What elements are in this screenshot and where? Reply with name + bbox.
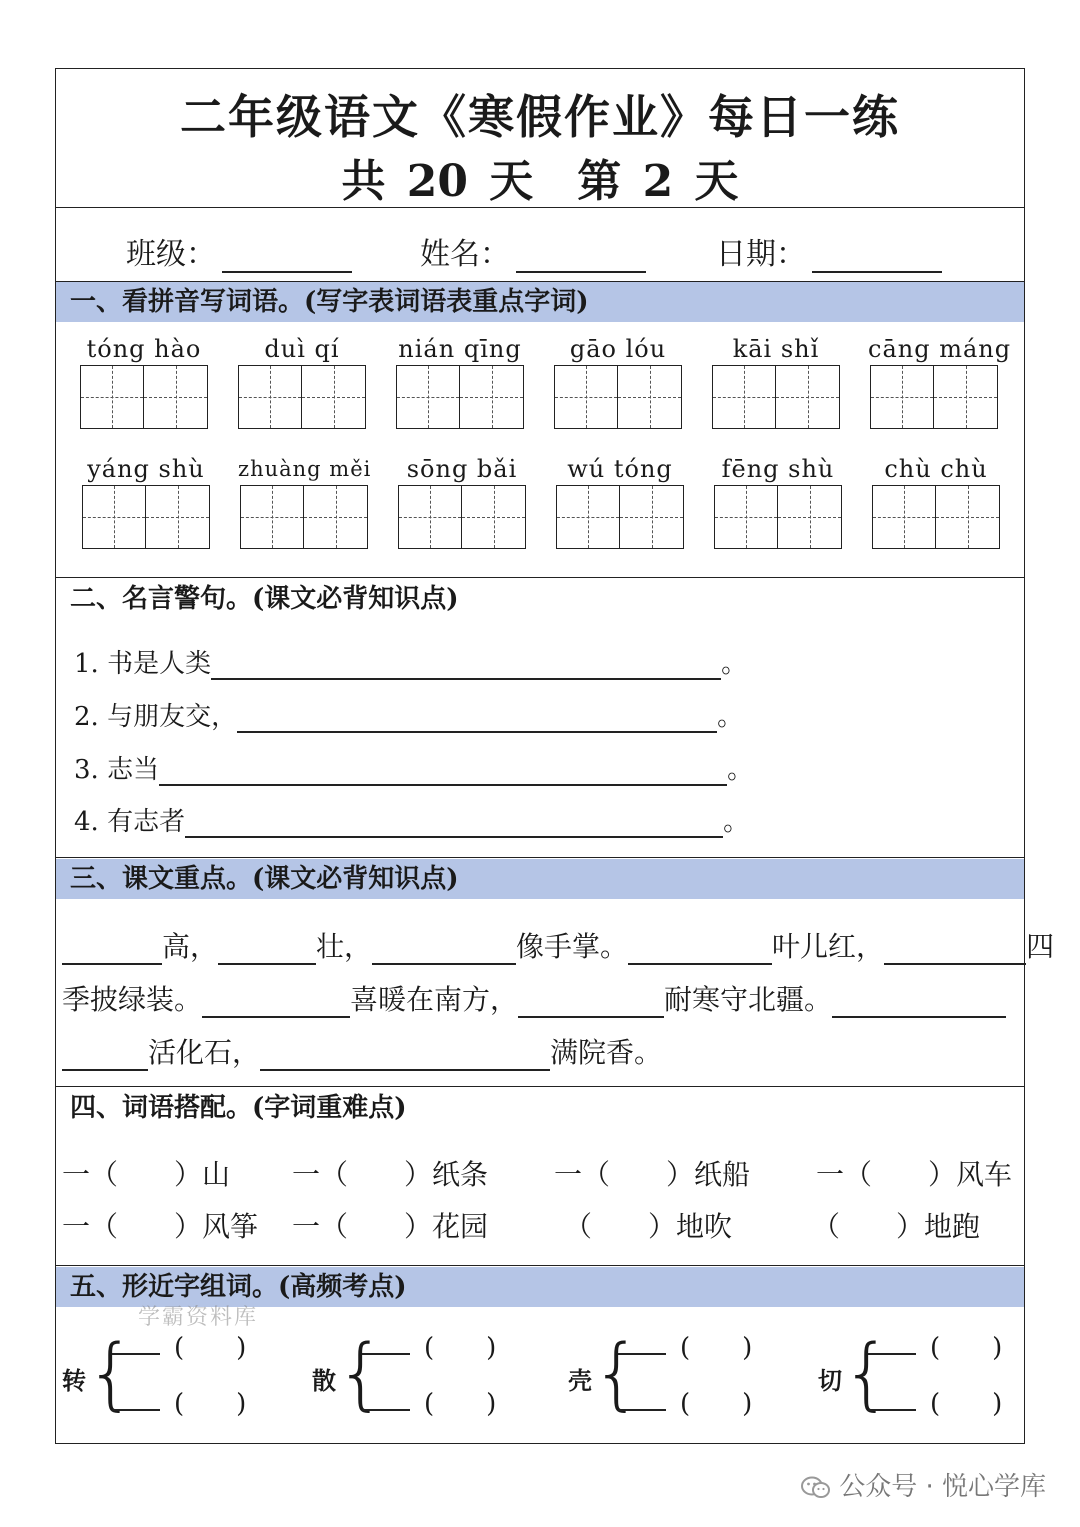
name-label: 姓名： <box>420 237 510 272</box>
page-subtitle: 共 20 天 第 2 天 <box>341 156 739 207</box>
grid-guide <box>715 517 777 518</box>
footer-account <box>801 1466 1046 1503</box>
title-block <box>56 69 1024 208</box>
grid-guide <box>871 397 933 398</box>
section5-heading: 五、形近字组词。(高频考点) <box>56 1267 1024 1307</box>
name-input[interactable] <box>516 243 646 273</box>
passage-blank[interactable] <box>832 990 1006 1018</box>
passage-blank[interactable] <box>202 990 350 1018</box>
writing-grid[interactable] <box>714 485 842 549</box>
page-title: 二年级语文《寒假作业》每日一练 <box>180 90 900 144</box>
quote-answer-2[interactable] <box>237 705 717 733</box>
grid-square[interactable] <box>557 486 620 548</box>
section4-heading: 四、词语搭配。(字词重难点) <box>70 1093 407 1123</box>
grid-square[interactable] <box>713 366 776 428</box>
grid-guide <box>555 397 617 398</box>
grid-square[interactable] <box>871 366 934 428</box>
quote-item-3 <box>74 749 753 786</box>
grid-square[interactable] <box>83 486 146 548</box>
quote-prompt-3: 3. 志当 <box>74 755 160 785</box>
pinyin-text: chù chù <box>884 455 988 483</box>
answer-blank[interactable] <box>362 1353 410 1355</box>
grid-square[interactable] <box>555 366 618 428</box>
brace-symbol: { <box>86 1329 136 1419</box>
pinyin-item <box>78 333 210 429</box>
pinyin-item <box>710 333 842 429</box>
passage-text: 四 <box>1026 930 1055 963</box>
pinyin-item <box>238 453 370 549</box>
grid-guide <box>397 397 459 398</box>
grid-guide <box>936 517 999 518</box>
pinyin-text: tóng hào <box>86 335 202 363</box>
answer-blank[interactable] <box>868 1353 916 1355</box>
grid-guide <box>81 397 143 398</box>
grid-guide <box>618 397 681 398</box>
wechat-icon <box>801 1476 831 1500</box>
answer-blank[interactable] <box>112 1409 160 1411</box>
writing-grid[interactable] <box>240 485 368 549</box>
pinyin-item <box>868 333 1012 429</box>
pinyin-item <box>394 333 526 429</box>
grid-guide <box>873 517 935 518</box>
match-item: 一（ ）山 <box>62 1158 231 1191</box>
match-item: 一（ ）风筝 <box>62 1210 259 1243</box>
grid-guide <box>146 517 209 518</box>
divider <box>56 1086 1024 1087</box>
grid-guide <box>934 397 997 398</box>
date-label: 日期： <box>716 237 806 272</box>
passage-blank[interactable] <box>62 937 162 965</box>
grid-square[interactable] <box>144 366 207 428</box>
grid-guide <box>778 517 841 518</box>
pinyin-item <box>870 453 1002 549</box>
grid-square[interactable] <box>81 366 144 428</box>
answer-blank[interactable] <box>362 1409 410 1411</box>
pinyin-item <box>552 333 684 429</box>
writing-grid[interactable] <box>80 365 208 429</box>
similar-char-group <box>312 1331 512 1421</box>
quote-item-1 <box>74 643 747 680</box>
grid-guide <box>239 397 301 398</box>
quote-end-1: 。 <box>721 649 748 679</box>
section1-heading: 一、看拼音写词语。(写字表词语表重点字词) <box>56 282 1024 322</box>
base-char: 壳 <box>568 1366 592 1395</box>
pinyin-text: cāng máng <box>868 335 1012 363</box>
grid-square[interactable] <box>302 366 365 428</box>
grid-guide <box>304 517 367 518</box>
base-char: 转 <box>62 1366 86 1395</box>
quote-answer-3[interactable] <box>159 758 727 786</box>
match-item: 一（ ）花园 <box>292 1210 489 1243</box>
grid-square[interactable] <box>146 486 209 548</box>
grid-guide <box>713 397 775 398</box>
grid-guide <box>776 397 839 398</box>
grid-square[interactable] <box>715 486 778 548</box>
divider <box>56 1265 1024 1266</box>
pinyin-item <box>712 453 844 549</box>
passage-blank[interactable] <box>218 937 316 965</box>
pinyin-item <box>554 453 686 549</box>
pinyin-text: nián qīng <box>398 335 522 363</box>
quote-prompt-4: 4. 有志者 <box>74 807 186 837</box>
grid-guide <box>462 517 525 518</box>
passage-text: 满院香。 <box>550 1036 663 1069</box>
match-item: 一（ ）纸条 <box>292 1158 489 1191</box>
section3-heading: 三、课文重点。(课文必背知识点) <box>56 859 1024 899</box>
pinyin-text: zhuàng měi <box>238 457 372 481</box>
class-label: 班级： <box>126 237 216 272</box>
grid-square[interactable] <box>241 486 304 548</box>
passage-blank[interactable] <box>884 937 1026 965</box>
answer-paren[interactable]: ( ) <box>680 1333 753 1363</box>
grid-square[interactable] <box>462 486 525 548</box>
date-field <box>716 229 942 273</box>
brace-symbol: { <box>592 1329 642 1419</box>
footer-text: 公众号 · 悦心学库 <box>839 1472 1046 1502</box>
match-item: （ ）地跑 <box>812 1210 981 1243</box>
writing-grid[interactable] <box>82 485 210 549</box>
match-item: 一（ ）纸船 <box>554 1158 751 1191</box>
answer-paren[interactable]: ( ) <box>930 1333 1003 1363</box>
answer-paren[interactable]: ( ) <box>424 1333 497 1363</box>
quote-prompt-1: 1. 书是人类 <box>74 649 212 679</box>
answer-blank[interactable] <box>112 1353 160 1355</box>
passage-blank[interactable] <box>628 937 772 965</box>
passage-line-2 <box>62 978 1006 1018</box>
writing-grid[interactable] <box>872 485 1000 549</box>
grid-square[interactable] <box>618 366 681 428</box>
writing-grid[interactable] <box>554 365 682 429</box>
passage-text: 活化石， <box>148 1036 261 1069</box>
base-char: 切 <box>818 1366 842 1395</box>
quote-end-2: 。 <box>717 702 744 732</box>
grid-guide <box>460 397 523 398</box>
passage-text: 耐寒守北疆。 <box>664 983 833 1016</box>
class-input[interactable] <box>222 243 352 273</box>
brace-symbol: { <box>842 1329 892 1419</box>
grid-square[interactable] <box>304 486 367 548</box>
class-field <box>126 229 352 273</box>
grid-square[interactable] <box>936 486 999 548</box>
match-item: （ ）地吹 <box>564 1210 733 1243</box>
grid-square[interactable] <box>397 366 460 428</box>
section2-heading: 二、名言警句。(课文必背知识点) <box>70 584 459 614</box>
writing-grid[interactable] <box>870 365 998 429</box>
grid-guide <box>302 397 365 398</box>
passage-blank[interactable] <box>62 1043 148 1071</box>
writing-grid[interactable] <box>556 485 684 549</box>
pinyin-text: sōng bǎi <box>406 455 518 483</box>
writing-grid[interactable] <box>398 485 526 549</box>
answer-paren[interactable]: ( ) <box>424 1389 497 1419</box>
answer-paren[interactable]: ( ) <box>174 1333 247 1363</box>
quote-end-4: 。 <box>723 807 750 837</box>
grid-guide <box>620 517 683 518</box>
answer-paren[interactable]: ( ) <box>680 1389 753 1419</box>
quote-end-3: 。 <box>727 755 754 785</box>
divider <box>56 577 1024 578</box>
grid-guide <box>557 517 619 518</box>
passage-text: 壮， <box>316 930 373 963</box>
match-item: 一（ ）风车 <box>816 1158 1013 1191</box>
similar-char-group <box>568 1331 768 1421</box>
grid-guide <box>399 517 461 518</box>
brace-symbol: { <box>336 1329 386 1419</box>
grid-square[interactable] <box>934 366 997 428</box>
similar-char-group <box>818 1331 1018 1421</box>
grid-square[interactable] <box>620 486 683 548</box>
pinyin-text: kāi shǐ <box>732 335 820 363</box>
writing-grid[interactable] <box>712 365 840 429</box>
grid-square[interactable] <box>778 486 841 548</box>
quote-answer-1[interactable] <box>211 652 721 680</box>
grid-square[interactable] <box>776 366 839 428</box>
quote-answer-4[interactable] <box>185 810 723 838</box>
name-field <box>420 229 646 273</box>
watermark-text: 学霸资料库 <box>138 1305 259 1330</box>
answer-paren[interactable]: ( ) <box>174 1389 247 1419</box>
passage-text: 高， <box>162 930 219 963</box>
passage-blank[interactable] <box>372 937 516 965</box>
passage-blank[interactable] <box>260 1043 550 1071</box>
passage-text: 像手掌。 <box>516 930 629 963</box>
grid-guide <box>144 397 207 398</box>
grid-guide <box>83 517 145 518</box>
passage-blank[interactable] <box>518 990 664 1018</box>
grid-square[interactable] <box>239 366 302 428</box>
pinyin-item <box>236 333 368 429</box>
pinyin-item <box>396 453 528 549</box>
quote-item-4 <box>74 801 749 838</box>
grid-square[interactable] <box>460 366 523 428</box>
info-row <box>56 207 1024 282</box>
worksheet <box>55 68 1055 1444</box>
answer-paren[interactable]: ( ) <box>930 1389 1003 1419</box>
divider <box>56 857 1024 858</box>
similar-char-group <box>62 1331 262 1421</box>
date-input[interactable] <box>812 243 942 273</box>
base-char: 散 <box>312 1366 336 1395</box>
writing-grid[interactable] <box>238 365 366 429</box>
pinyin-text: wú tóng <box>567 455 673 483</box>
grid-guide <box>241 517 303 518</box>
writing-grid[interactable] <box>396 365 524 429</box>
pinyin-text: duì qí <box>264 335 340 363</box>
grid-square[interactable] <box>873 486 936 548</box>
answer-blank[interactable] <box>618 1409 666 1411</box>
passage-line-1 <box>62 925 1054 965</box>
pinyin-item <box>80 453 212 549</box>
passage-text: 喜暖在南方， <box>350 983 519 1016</box>
quote-item-2 <box>74 696 743 733</box>
passage-text: 季披绿装。 <box>62 983 203 1016</box>
pinyin-text: yáng shù <box>87 455 205 483</box>
passage-line-3 <box>62 1031 662 1071</box>
grid-square[interactable] <box>399 486 462 548</box>
passage-text: 叶儿红， <box>772 930 885 963</box>
pinyin-text: gāo lóu <box>569 335 667 363</box>
answer-blank[interactable] <box>868 1409 916 1411</box>
quote-prompt-2: 2. 与朋友交， <box>74 702 238 732</box>
pinyin-text: fēng shù <box>721 455 835 483</box>
answer-blank[interactable] <box>618 1353 666 1355</box>
